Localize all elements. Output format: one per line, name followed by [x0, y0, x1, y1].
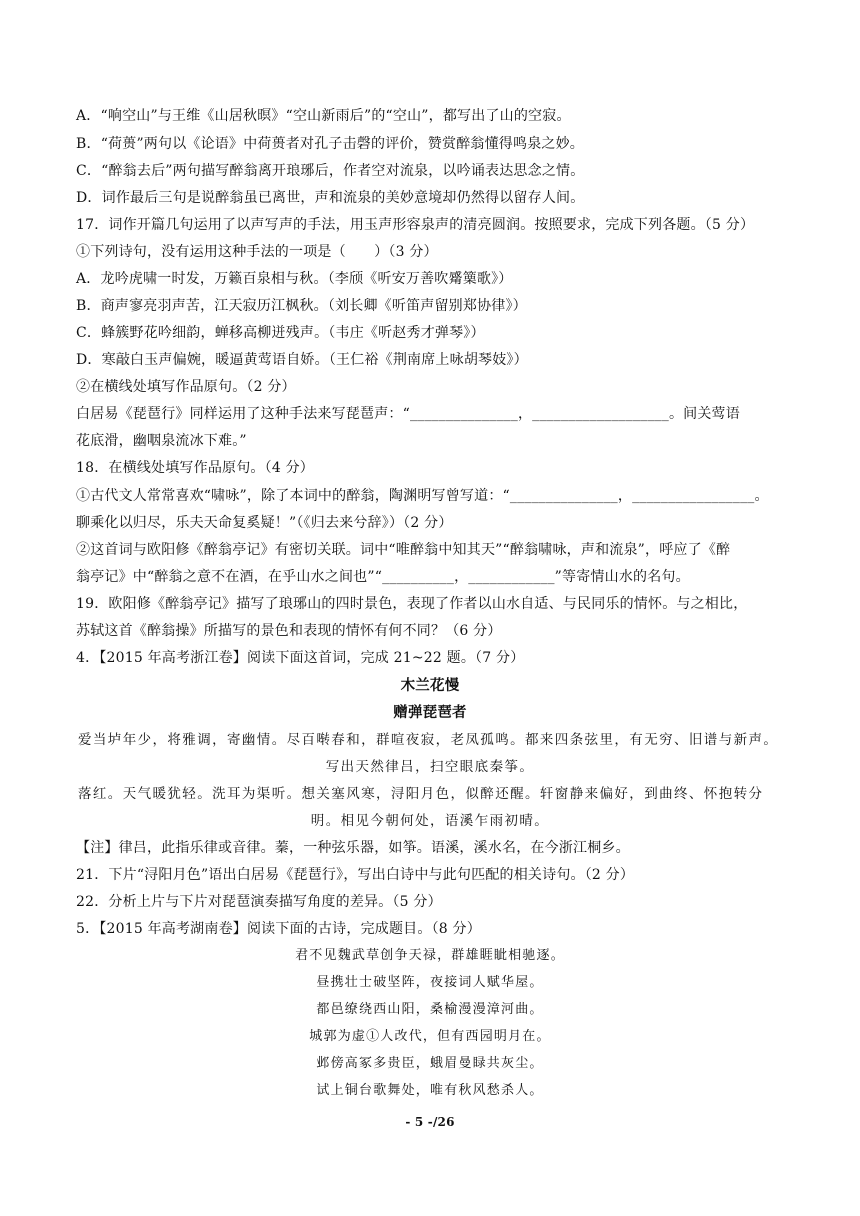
verse-line: 城郭为虚①人改代，但有西园明月在。 [309, 1029, 551, 1044]
option-c-17: C．蜂簇野花吟细韵，蝉移高柳迸残声。（韦庄《听赵秀才弹琴》） [76, 325, 485, 341]
question-17-part1: ①下列诗句，没有运用这种手法的一项是（ ）（3 分） [76, 244, 438, 260]
verse-line: 试上铜台歌舞处，唯有秋风愁杀人。 [316, 1083, 544, 1098]
option-b-17: B．商声寥亮羽声苦，江天寂历江枫秋。（刘长卿《听笛声留别郑协律》） [76, 298, 527, 314]
page-number: - 5 -/26 [405, 1115, 455, 1129]
question-17-part2-text-cont: 花底滑，幽咽泉流冰下难。” [76, 433, 247, 449]
question-18-part2-cont: 翁亭记》中“醉翁之意不在酒，在乎山水之间也”“__________，____________”等寄情山水的名句。 [76, 569, 690, 585]
verse-line: 都邑缭绕西山阳，桑榆漫漫漳河曲。 [316, 1002, 544, 1017]
question-18-part1-cont: 聊乘化以归尽，乐夫天命复奚疑！”（《归去来兮辞》）（2 分） [76, 515, 453, 531]
verse-line: 君不见魏武草创争天禄，群雄睚眦相驰逐。 [295, 948, 565, 963]
option-b-16: B．“荷蒉”两句以《论语》中荷蒉者对孔子击磬的评价，赞赏醉翁懂得鸣泉之妙。 [76, 136, 585, 152]
question-18: 18．在横线处填写作品原句。（4 分） [76, 460, 314, 476]
question-17: 17．词作开篇几句运用了以声写声的手法，用玉声形容泉声的清亮圆润。按照要求，完成下列各题。（5 分） [76, 217, 755, 233]
option-d-17: D．寒敲白玉声偏婉，暖逼黄莺语自娇。（王仁裕《荆南席上咏胡琴妓》） [76, 352, 528, 368]
verse-line: 邺傍高冢多贵臣，蛾眉曼睩共灰尘。 [316, 1056, 544, 1071]
poem-line: 写出天然律吕，扫空眼底秦筝。 [325, 759, 535, 775]
question-18-part2: ②这首词与欧阳修《醉翁亭记》有密切关联。词中“唯醉翁中知其天”“醉翁啸咏，声和流泉”，呼应了《醉 [76, 542, 731, 558]
question-17-part2: ②在横线处填写作品原句。（2 分） [76, 379, 296, 395]
section-4-heading: 4．【2015 年高考浙江卷】阅读下面这首词，完成 21~22 题。（7 分） [76, 650, 525, 666]
question-18-part1: ①古代文人常常喜欢“啸咏”，除了本词中的醉翁，陶渊明写曾写道：“_______________，_________________。 [76, 488, 769, 504]
question-19: 19．欧阳修《醉翁亭记》描写了琅琊山的四时景色，表现了作者以山水自适、与民同乐的情怀。与之相比， [76, 596, 748, 612]
question-21: 21．下片“浔阳月色”语出白居易《琵琶行》，写出白诗中与此句匹配的相关诗句。（2 分） [76, 867, 635, 883]
question-22: 22．分析上片与下片对琵琶演奏描写角度的差异。（5 分） [76, 894, 442, 910]
question-19-cont: 苏轼这首《醉翁操》所描写的景色和表现的情怀有何不同？（6 分） [76, 623, 502, 639]
poem-line: 爱当垆年少，将雅调，寄幽情。尽百啭春和，群喧夜寂，老凤孤鸣。都来四条弦里，有无穷、旧谱与新声。 [78, 732, 779, 748]
poem-line: 明。相见今朝何处，语溪乍雨初晴。 [310, 813, 550, 829]
option-a-16: A．“响空山”与王维《山居秋暝》“空山新雨后”的“空山”，都写出了山的空寂。 [76, 108, 571, 124]
question-17-part2-text: 白居易《琵琶行》同样运用了这种手法来写琵琶声：“_______________，___________________。间关莺语 [76, 406, 740, 422]
poem-note: 【注】律吕，此指乐律或音律。蓁，一种弦乐器，如筝。语溪，溪水名，在今浙江桐乡。 [76, 840, 630, 856]
option-c-16: C．“醉翁去后”两句描写醉翁离开琅琊后，作者空对流泉，以吟诵表达思念之情。 [76, 163, 585, 179]
verse-line: 昼携壮士破坚阵，夜接词人赋华屋。 [316, 975, 544, 990]
option-d-16: D．词作最后三句是说醉翁虽已离世，声和流泉的美妙意境却仍然得以留存人间。 [76, 190, 585, 206]
poem-line: 落红。天气暖犹轻。洗耳为渠听。想关塞风寒，浔阳月色，似醉还醒。轩窗静来偏好，到曲终、怀抱转分 [78, 786, 764, 802]
poem-subtitle: 赠弹琵琶者 [393, 705, 467, 721]
option-a-17: A．龙吟虎啸一时发，万籁百泉相与秋。（李颀《听安万善吹觱篥歌》） [76, 271, 513, 287]
poem-title: 木兰花慢 [400, 678, 460, 694]
section-5-heading: 5．【2015 年高考湖南卷】阅读下面的古诗，完成题目。（8 分） [76, 921, 481, 937]
